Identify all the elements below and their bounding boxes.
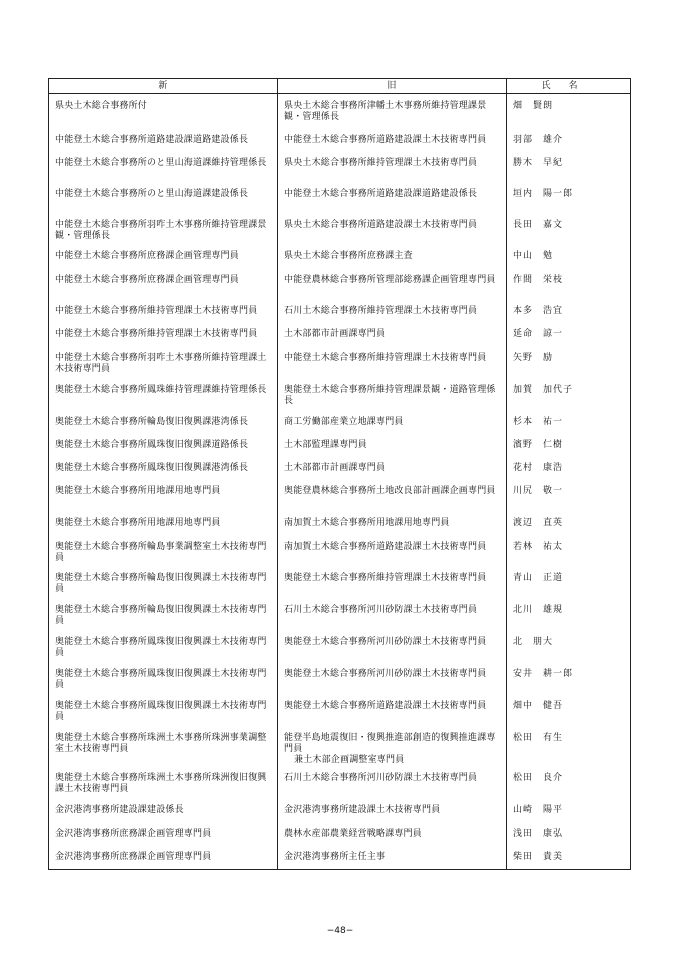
table-row bbox=[49, 410, 631, 433]
old-position-cell: 奥能登農林総合事務所土地改良部計画課企画専門員 bbox=[278, 479, 507, 511]
person-name-cell: 青山 正道 bbox=[507, 566, 631, 598]
old-position-cell: 奥能登土木総合事務所維持管理課景観・道路管理係長 bbox=[278, 378, 507, 410]
table-row bbox=[49, 182, 631, 213]
table-row bbox=[49, 479, 631, 511]
table-row bbox=[49, 598, 631, 630]
old-position-cell: 中能登土木総合事務所道路建設課道路建設係長 bbox=[278, 182, 507, 213]
new-position-cell: 中能登土木総合事務所道路建設課道路建設係長 bbox=[49, 128, 278, 151]
new-position-cell: 奥能登土木総合事務所輪島復旧復興課土木技術専門員 bbox=[49, 566, 278, 598]
person-name-cell: 長田 嘉文 bbox=[507, 213, 631, 244]
new-position-cell: 奥能登土木総合事務所鳳珠復旧復興課道路係長 bbox=[49, 433, 278, 456]
person-name-cell: 松田 有生 bbox=[507, 726, 631, 766]
old-position-cell: 金沢港湾事務所主任主事 bbox=[278, 845, 507, 870]
table-row bbox=[49, 299, 631, 322]
table-row bbox=[49, 213, 631, 244]
person-name-cell: 柴田 貴美 bbox=[507, 845, 631, 870]
old-position-cell: 奥能登土木総合事務所道路建設課土木技術専門員 bbox=[278, 694, 507, 726]
person-name-cell: 渡辺 直英 bbox=[507, 511, 631, 535]
person-name-cell: 勝木 早紀 bbox=[507, 151, 631, 182]
new-position-cell: 金沢港湾事務所庶務課企画管理専門員 bbox=[49, 845, 278, 870]
person-name-cell: 垣内 陽一郎 bbox=[507, 182, 631, 213]
new-position-cell: 中能登土木総合事務所羽咋土木事務所維持管理課景観・管理係長 bbox=[49, 213, 278, 244]
table-row bbox=[49, 630, 631, 662]
old-position-cell: 南加賀土木総合事務所道路建設課土木技術専門員 bbox=[278, 535, 507, 566]
new-position-cell: 中能登土木総合事務所庶務課企画管理専門員 bbox=[49, 244, 278, 268]
page-number: −48− bbox=[326, 926, 354, 936]
old-position-cell: 中能登土木総合事務所維持管理課土木技術専門員 bbox=[278, 346, 507, 378]
old-position-cell: 中能登農林総合事務所管理部総務課企画管理専門員 bbox=[278, 268, 507, 299]
old-position-cell: 石川土木総合事務所河川砂防課土木技術専門員 bbox=[278, 766, 507, 798]
old-position-cell: 南加賀土木総合事務所用地課用地専門員 bbox=[278, 511, 507, 535]
person-name-cell: 松田 良介 bbox=[507, 766, 631, 798]
person-name-cell: 作間 栄枝 bbox=[507, 268, 631, 299]
table-row bbox=[49, 822, 631, 845]
table-row bbox=[49, 433, 631, 456]
person-name-cell: 加賀 加代子 bbox=[507, 378, 631, 410]
new-position-cell: 奥能登土木総合事務所用地課用地専門員 bbox=[49, 479, 278, 511]
new-position-cell: 金沢港湾事務所庶務課企画管理専門員 bbox=[49, 822, 278, 845]
table-row bbox=[49, 378, 631, 410]
new-position-cell: 奥能登土木総合事務所珠洲土木事務所珠洲復旧復興課土木技術専門員 bbox=[49, 766, 278, 798]
table-row bbox=[49, 798, 631, 822]
person-name-cell: 矢野 励 bbox=[507, 346, 631, 378]
table-row bbox=[49, 128, 631, 151]
person-name-cell: 若林 祐太 bbox=[507, 535, 631, 566]
new-position-cell: 奥能登土木総合事務所用地課用地専門員 bbox=[49, 511, 278, 535]
person-name-cell: 延命 諒一 bbox=[507, 322, 631, 346]
person-name-cell: 杉本 祐一 bbox=[507, 410, 631, 433]
new-position-cell: 中能登土木総合事務所のと里山海道課維持管理係長 bbox=[49, 151, 278, 182]
person-name-cell: 本多 浩宜 bbox=[507, 299, 631, 322]
old-position-cell: 県央土木総合事務所維持管理課土木技術専門員 bbox=[278, 151, 507, 182]
person-name-cell: 中山 勉 bbox=[507, 244, 631, 268]
table-row bbox=[49, 511, 631, 535]
table-row bbox=[49, 346, 631, 378]
person-name-cell: 北川 雄規 bbox=[507, 598, 631, 630]
old-position-cell: 奥能登土木総合事務所河川砂防課土木技術専門員 bbox=[278, 630, 507, 662]
table-body bbox=[49, 94, 631, 870]
table-row bbox=[49, 694, 631, 726]
old-position-cell: 商工労働部産業立地課専門員 bbox=[278, 410, 507, 433]
column-header-name: 氏名 bbox=[507, 79, 631, 94]
new-position-cell: 奥能登土木総合事務所鳳珠復旧復興課土木技術専門員 bbox=[49, 630, 278, 662]
new-position-cell: 奥能登土木総合事務所鳳珠復旧復興課港湾係長 bbox=[49, 456, 278, 479]
table-row bbox=[49, 566, 631, 598]
new-position-cell: 中能登土木総合事務所庶務課企画管理専門員 bbox=[49, 268, 278, 299]
table-row bbox=[49, 766, 631, 798]
table-row bbox=[49, 244, 631, 268]
new-position-cell: 中能登土木総合事務所のと里山海道課建設係長 bbox=[49, 182, 278, 213]
person-name-cell: 安井 耕一郎 bbox=[507, 662, 631, 694]
old-position-cell: 土木部監理課専門員 bbox=[278, 433, 507, 456]
old-position-cell: 石川土木総合事務所河川砂防課土木技術専門員 bbox=[278, 598, 507, 630]
old-position-cell: 農林水産部農業経営戦略課専門員 bbox=[278, 822, 507, 845]
new-position-cell: 県央土木総合事務所付 bbox=[49, 94, 278, 128]
person-name-cell: 浅田 康弘 bbox=[507, 822, 631, 845]
table-row bbox=[49, 322, 631, 346]
table-row bbox=[49, 268, 631, 299]
old-position-cell: 石川土木総合事務所維持管理課土木技術専門員 bbox=[278, 299, 507, 322]
table-row bbox=[49, 456, 631, 479]
table-row bbox=[49, 535, 631, 566]
old-position-cell: 県央土木総合事務所庶務課主査 bbox=[278, 244, 507, 268]
old-position-cell: 県央土木総合事務所道路建設課土木技術専門員 bbox=[278, 213, 507, 244]
table-row bbox=[49, 94, 631, 128]
person-name-cell: 川尻 敬一 bbox=[507, 479, 631, 511]
table-row bbox=[49, 662, 631, 694]
person-name-cell: 山崎 陽平 bbox=[507, 798, 631, 822]
person-name-cell: 濱野 仁樹 bbox=[507, 433, 631, 456]
person-name-cell: 畑中 健吾 bbox=[507, 694, 631, 726]
column-header-old: 旧 bbox=[278, 79, 507, 94]
new-position-cell: 奥能登土木総合事務所鳳珠復旧復興課土木技術専門員 bbox=[49, 694, 278, 726]
old-position-cell: 土木部都市計画課専門員 bbox=[278, 456, 507, 479]
person-name-cell: 羽部 雄介 bbox=[507, 128, 631, 151]
old-position-cell: 金沢港湾事務所建設課土木技術専門員 bbox=[278, 798, 507, 822]
new-position-cell: 奥能登土木総合事務所輪島復旧復興課土木技術専門員 bbox=[49, 598, 278, 630]
new-position-cell: 中能登土木総合事務所維持管理課土木技術専門員 bbox=[49, 322, 278, 346]
new-position-cell: 金沢港湾事務所建設課建設係長 bbox=[49, 798, 278, 822]
table-row bbox=[49, 845, 631, 870]
old-position-cell: 県央土木総合事務所津幡土木事務所維持管理課景観・管理係長 bbox=[278, 94, 507, 128]
old-position-cell: 奥能登土木総合事務所維持管理課土木技術専門員 bbox=[278, 566, 507, 598]
new-position-cell: 奥能登土木総合事務所輪島復旧復興課港湾係長 bbox=[49, 410, 278, 433]
person-name-cell: 北 朋大 bbox=[507, 630, 631, 662]
new-position-cell: 奥能登土木総合事務所輪島事業調整室土木技術専門員 bbox=[49, 535, 278, 566]
old-position-cell: 土木部都市計画課専門員 bbox=[278, 322, 507, 346]
table-row bbox=[49, 151, 631, 182]
new-position-cell: 中能登土木総合事務所羽咋土木事務所維持管理課土木技術専門員 bbox=[49, 346, 278, 378]
person-name-cell: 花村 康浩 bbox=[507, 456, 631, 479]
person-name-cell: 畑 賢朗 bbox=[507, 94, 631, 128]
column-header-new: 新 bbox=[49, 79, 278, 94]
old-position-concurrent-text: 兼土木部企画調整室専門員 bbox=[294, 754, 405, 765]
new-position-cell: 奥能登土木総合事務所珠洲土木事務所珠洲事業調整室土木技術専門員 bbox=[49, 726, 278, 766]
table-row bbox=[49, 726, 631, 766]
new-position-cell: 奥能登土木総合事務所鳳珠維持管理課維持管理係長 bbox=[49, 378, 278, 410]
old-position-cell: 奥能登土木総合事務所河川砂防課土木技術専門員 bbox=[278, 662, 507, 694]
new-position-cell: 奥能登土木総合事務所鳳珠復旧復興課土木技術専門員 bbox=[49, 662, 278, 694]
old-position-cell bbox=[278, 726, 507, 766]
new-position-cell: 中能登土木総合事務所維持管理課土木技術専門員 bbox=[49, 299, 278, 322]
old-position-cell: 中能登土木総合事務所道路建設課土木技術専門員 bbox=[278, 128, 507, 151]
old-position-text: 能登半島地震復旧・復興推進部創造的復興推進課専門員 bbox=[284, 732, 496, 754]
personnel-table bbox=[48, 78, 631, 870]
table-header-row bbox=[49, 79, 631, 94]
